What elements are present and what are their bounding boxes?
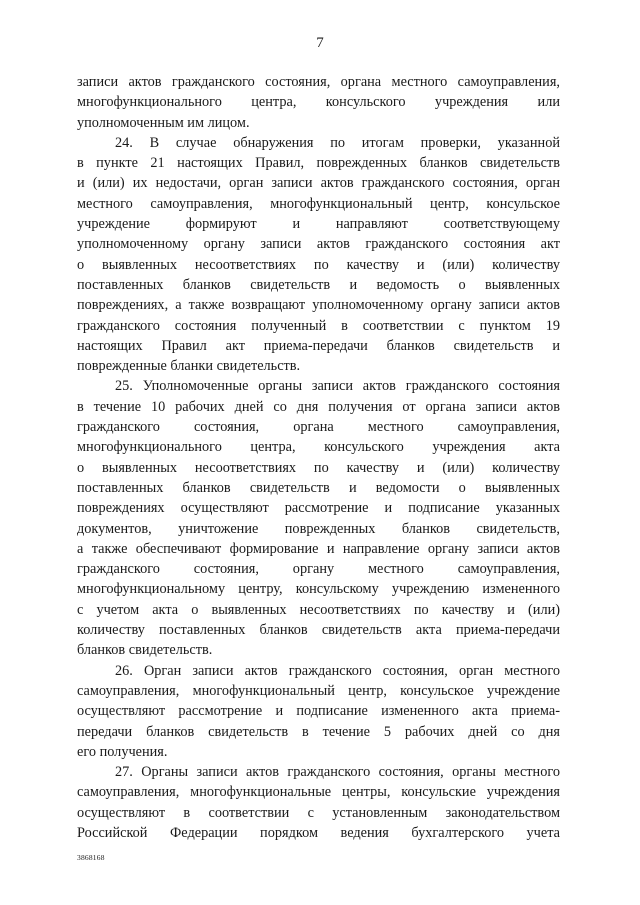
document-footer-code: 3868168 [77,853,105,862]
document-body [77,72,560,843]
text-line: о выявленных несоответствиях по качеству и (или) количеству [77,256,560,273]
text-line: количеству поставленных бланков свидетельств акта приема-передачи [77,622,560,639]
text-line: Российской Федерации порядком ведения бухгалтерского учета [77,824,560,841]
text-line: и (или) их недостачи, орган записи актов гражданского состояния, орган [77,175,560,192]
text-line: бланков свидетельств. [77,642,213,659]
text-line: осуществляют в соответствии с установленным законодательством [77,804,560,821]
text-line: поставленных бланков свидетельств и ведомость о выявленных [77,276,560,293]
text-line: многофункционального центра, консульского учреждения акта [77,439,560,456]
text-line: многофункциональному центру, консульскому учреждению измененного [77,581,560,598]
text-line: с учетом акта о выявленных несоответствиях по качеству и (или) [77,601,560,618]
text-line: повреждениях, а также возвращают уполномоченному органу записи актов [77,297,560,314]
text-line: самоуправления, многофункциональный центр, консульское учреждение [77,682,560,699]
text-line: осуществляют рассмотрение и подписание измененного акта приема- [77,703,560,720]
text-line: многофункционального центра, консульского учреждения или [77,94,560,111]
page-number: 7 [316,35,324,51]
text-line: в течение 10 рабочих дней со дня получения от органа записи актов [77,398,560,415]
text-line: поврежденные бланки свидетельств. [77,358,301,375]
text-line: документов, уничтожение поврежденных бланков свидетельств, [77,520,560,537]
text-line: уполномоченному органу записи актов гражданского состояния акт [77,236,560,253]
text-line: гражданского состояния, органа местного самоуправления, [77,419,560,436]
text-line: в пункте 21 настоящих Правил, поврежденных бланков свидетельств [77,155,560,172]
text-line: учреждение формируют и направляют соответствующему [77,216,560,233]
text-line: его получения. [77,743,168,760]
text-line: а также обеспечивают формирование и направление органу записи актов [77,540,560,557]
text-line: уполномоченным им лицом. [77,114,250,131]
text-line: гражданского состояния полученный в соответствии с пунктом 19 [77,317,560,334]
text-line: повреждениях осуществляют рассмотрение и подписание указанных [77,500,560,517]
text-line: 26. Орган записи актов гражданского состояния, орган местного [115,662,560,679]
text-line: поставленных бланков свидетельств и ведомости о выявленных [77,479,560,496]
text-line: 24. В случае обнаружения по итогам проверки, указанной [115,134,560,151]
text-line: гражданского состояния, органу местного самоуправления, [77,561,560,578]
text-line: 25. Уполномоченные органы записи актов гражданского состояния [115,378,560,395]
text-line: местного самоуправления, многофункциональный центр, консульское [77,195,560,212]
text-line: самоуправления, многофункциональные центры, консульские учреждения [77,784,560,801]
text-line: о выявленных несоответствиях по качеству и (или) количеству [77,459,560,476]
text-line: передачи бланков свидетельств в течение 5 рабочих дней со дня [77,723,560,740]
text-line: 27. Органы записи актов гражданского состояния, органы местного [115,764,560,781]
text-line: записи актов гражданского состояния, органа местного самоуправления, [77,74,560,90]
text-line: настоящих Правил акт приема-передачи бланков свидетельств и [77,337,560,354]
